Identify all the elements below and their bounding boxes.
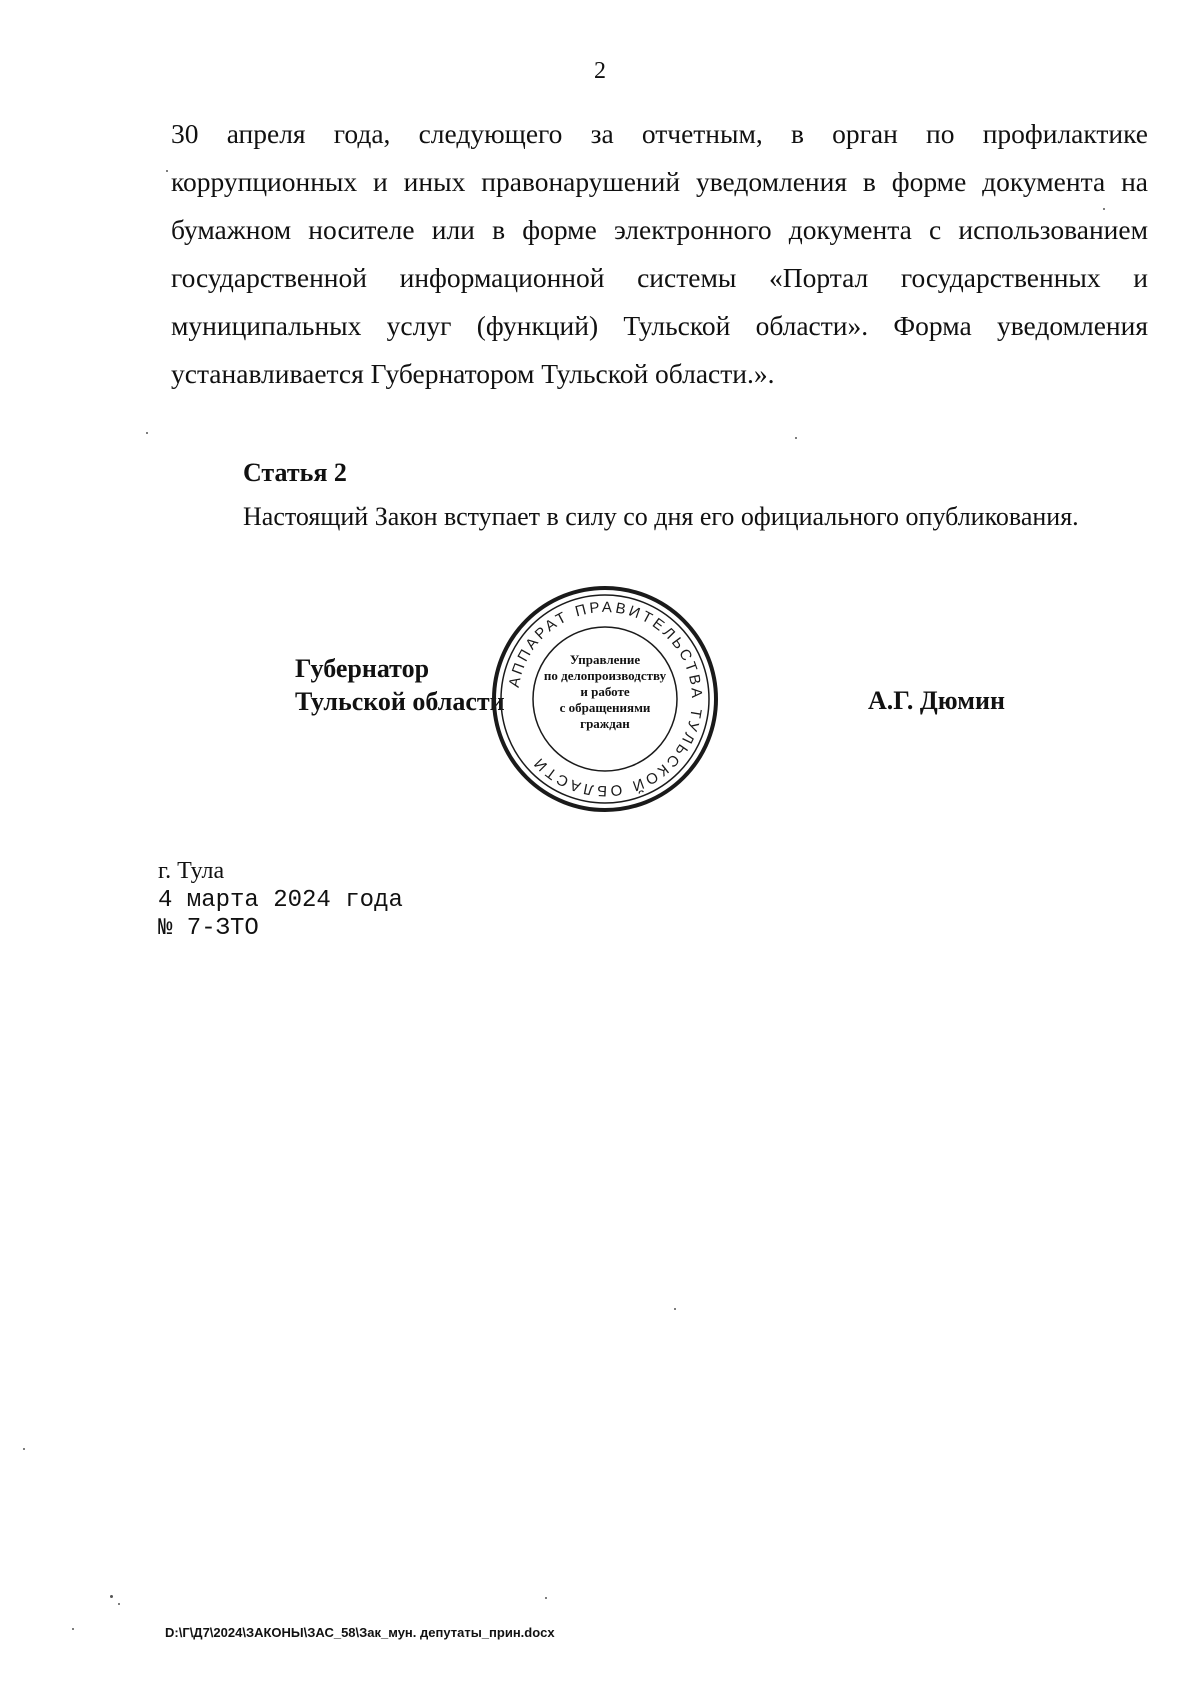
- seal-inner-text: [526, 652, 684, 732]
- seal-inner-line: с обращениями: [559, 700, 651, 715]
- page-number: 2: [594, 58, 606, 84]
- body-line: устанавливается Губернатором Тульской области.».: [171, 358, 775, 389]
- signatory-position: [295, 652, 505, 718]
- scan-speck: [72, 1628, 74, 1630]
- file-path-footer: D:\Г\Д7\2024\ЗАКОНЫ\ЗАС_58\Зак_мун. депутаты_прин.docx: [165, 1625, 555, 1640]
- signatory-position-line: Тульской области: [295, 687, 505, 716]
- seal-inner-line: по делопроизводству: [543, 668, 667, 683]
- seal-outer-text: АППАРАТ ПРАВИТЕЛЬСТВА ТУЛЬСКОЙ ОБЛАСТИ: [505, 598, 706, 800]
- body-paragraph: [171, 110, 1148, 398]
- body-line: государственной информационной системы «Портал государственных и: [171, 262, 1148, 293]
- article-heading: Статья 2: [243, 458, 347, 487]
- scan-speck: [110, 1595, 113, 1598]
- signatory-name: А.Г. Дюмин: [868, 686, 1005, 715]
- scan-speck: [1103, 208, 1105, 210]
- scan-speck: [146, 432, 148, 434]
- scan-speck: [118, 1603, 120, 1605]
- scan-speck: [545, 1597, 547, 1599]
- article-text: Настоящий Закон вступает в силу со дня его официального опубликования.: [243, 502, 1079, 531]
- scan-speck: [166, 170, 168, 172]
- scan-speck: [674, 1308, 676, 1310]
- signing-date: 4 марта 2024 года: [158, 887, 403, 914]
- body-line: муниципальных услуг (функций) Тульской области». Форма уведомления: [171, 310, 1148, 341]
- law-number: № 7-ЗТО: [158, 915, 259, 942]
- scan-speck: [795, 437, 797, 439]
- place-of-signing: г. Тула: [158, 858, 225, 884]
- seal-inner-line: Управление: [569, 652, 641, 667]
- seal-inner-line: граждан: [580, 716, 630, 731]
- place-date-block: [158, 855, 403, 943]
- body-line: коррупционных и иных правонарушений уведомления в форме документа на: [171, 166, 1148, 197]
- body-line: 30 апреля года, следующего за отчетным, в орган по профилактике: [171, 118, 1148, 149]
- seal-inner-line: и работе: [580, 684, 630, 699]
- signatory-position-line: Губернатор: [295, 654, 430, 683]
- body-line: бумажном носителе или в форме электронного документа с использованием: [171, 214, 1148, 245]
- scan-speck: [23, 1448, 25, 1450]
